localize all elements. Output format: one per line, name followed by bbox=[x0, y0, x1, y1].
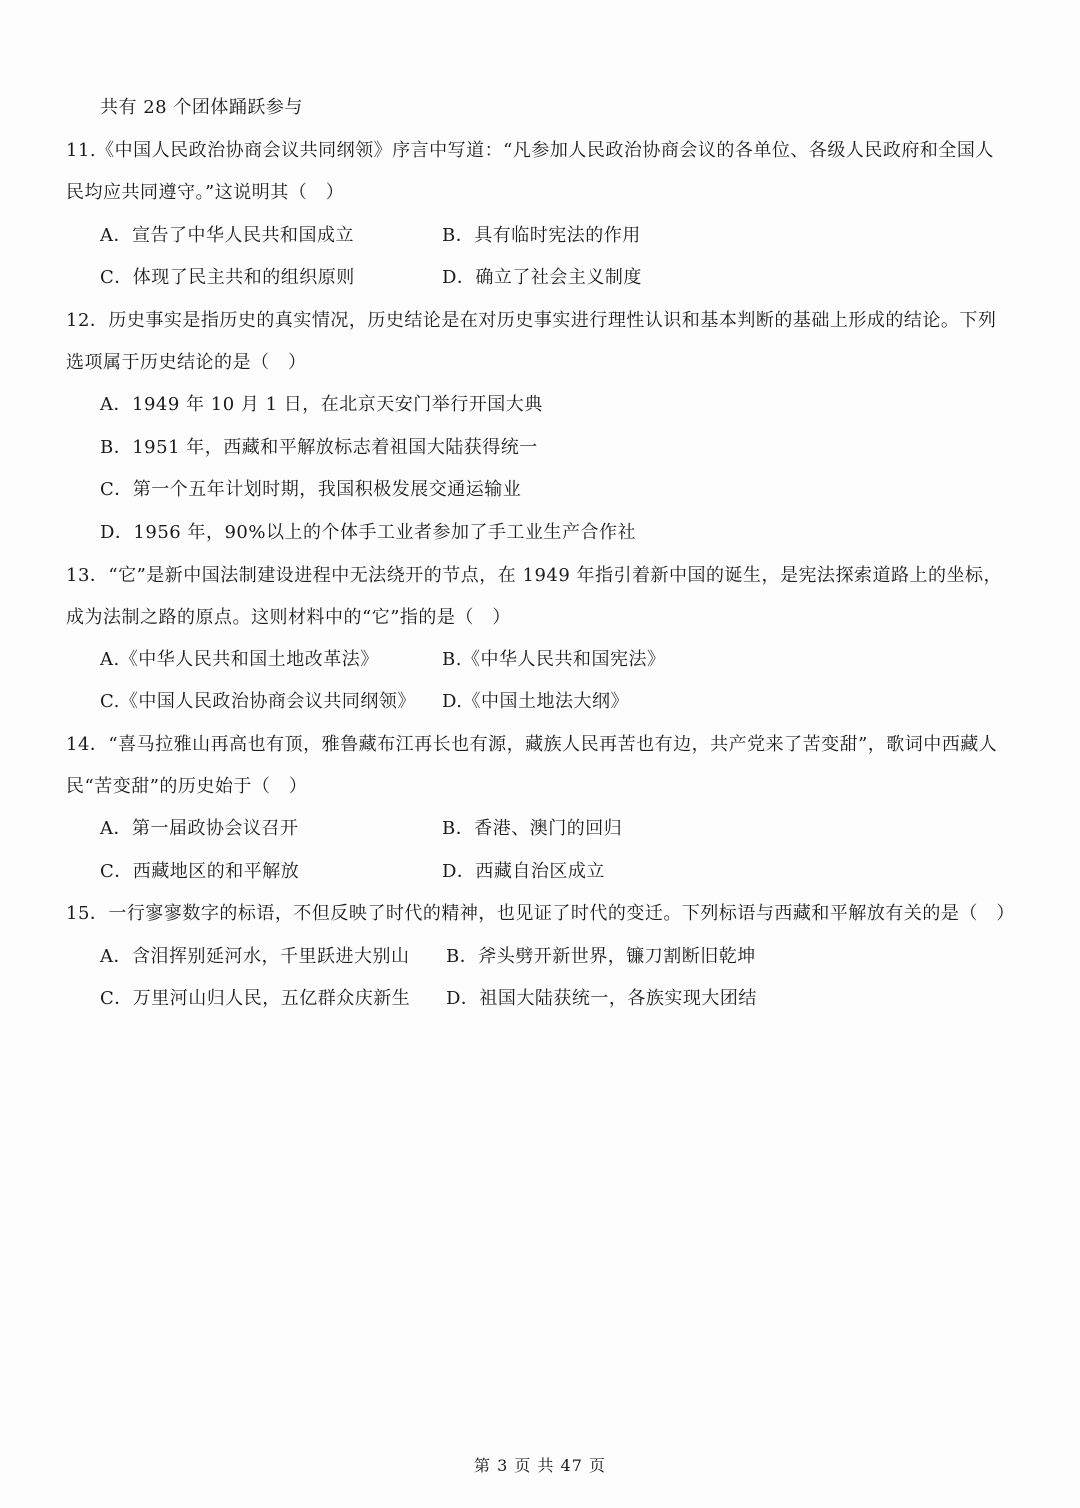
question-stem-line: 11.《中国人民政治协商会议共同纲领》序言中写道：“凡参加人民政治协商会议的各单位、各级人民政府和全国人 bbox=[66, 140, 994, 161]
option-a: A．第一届政协会议召开 bbox=[100, 818, 299, 839]
option-d: D．1956 年，90%以上的个体手工业者参加了手工业生产合作社 bbox=[100, 522, 636, 543]
page-number-footer: 第 3 页 共 47 页 bbox=[474, 1456, 606, 1475]
option-c: C．第一个五年计划时期，我国积极发展交通运输业 bbox=[100, 479, 522, 500]
question-stem-line: 选项属于历史结论的是（ ） bbox=[66, 352, 307, 373]
option-a: A.《中华人民共和国土地改革法》 bbox=[100, 649, 379, 670]
option-a: A．宣告了中华人民共和国成立 bbox=[100, 225, 354, 246]
option-b: B．斧头劈开新世界，镰刀割断旧乾坤 bbox=[446, 946, 756, 967]
question-stem-line: 12．历史事实是指历史的真实情况，历史结论是在对历史事实进行理性认识和基本判断的基础上形成的结论。下列 bbox=[66, 310, 997, 331]
option-d: D.《中国土地法大纲》 bbox=[442, 691, 630, 712]
option-a: A．含泪挥别延河水，千里跃进大别山 bbox=[100, 946, 410, 967]
question-stem-line: 民均应共同遵守。”这说明其（ ） bbox=[66, 182, 345, 203]
option-c: C.《中国人民政治协商会议共同纲领》 bbox=[100, 691, 416, 712]
option-b: B.《中华人民共和国宪法》 bbox=[442, 649, 666, 670]
option-c: C．西藏地区的和平解放 bbox=[100, 861, 300, 882]
option-b: B．具有临时宪法的作用 bbox=[442, 225, 641, 246]
option-d: D．祖国大陆获统一，各族实现大团结 bbox=[446, 988, 757, 1009]
option-b: B．香港、澳门的回归 bbox=[442, 818, 623, 839]
continuation-text: 共有 28 个团体踊跃参与 bbox=[100, 97, 303, 118]
question-stem-line: 13．“它”是新中国法制建设进程中无法绕开的节点，在 1949 年指引着新中国的诞生，是宪法探索道路上的坐标， bbox=[66, 565, 1003, 586]
option-d: D．确立了社会主义制度 bbox=[442, 267, 642, 288]
question-stem-line: 14．“喜马拉雅山再高也有顶，雅鲁藏布江再长也有源，藏族人民再苦也有边，共产党来了苦变甜”，歌词中西藏人 bbox=[66, 734, 998, 755]
option-b: B．1951 年，西藏和平解放标志着祖国大陆获得统一 bbox=[100, 437, 538, 458]
question-stem-line: 成为法制之路的原点。这则材料中的“它”指的是（ ） bbox=[66, 607, 511, 628]
question-stem-line: 15．一行寥寥数字的标语，不但反映了时代的精神，也见证了时代的变迁。下列标语与西藏和平解放有关的是（ ） bbox=[66, 903, 1015, 924]
option-a: A．1949 年 10 月 1 日，在北京天安门举行开国大典 bbox=[100, 394, 543, 415]
option-d: D．西藏自治区成立 bbox=[442, 861, 605, 882]
option-c: C．万里河山归人民，五亿群众庆新生 bbox=[100, 988, 411, 1009]
option-c: C．体现了民主共和的组织原则 bbox=[100, 267, 355, 288]
question-stem-line: 民“苦变甜”的历史始于（ ） bbox=[66, 776, 308, 797]
